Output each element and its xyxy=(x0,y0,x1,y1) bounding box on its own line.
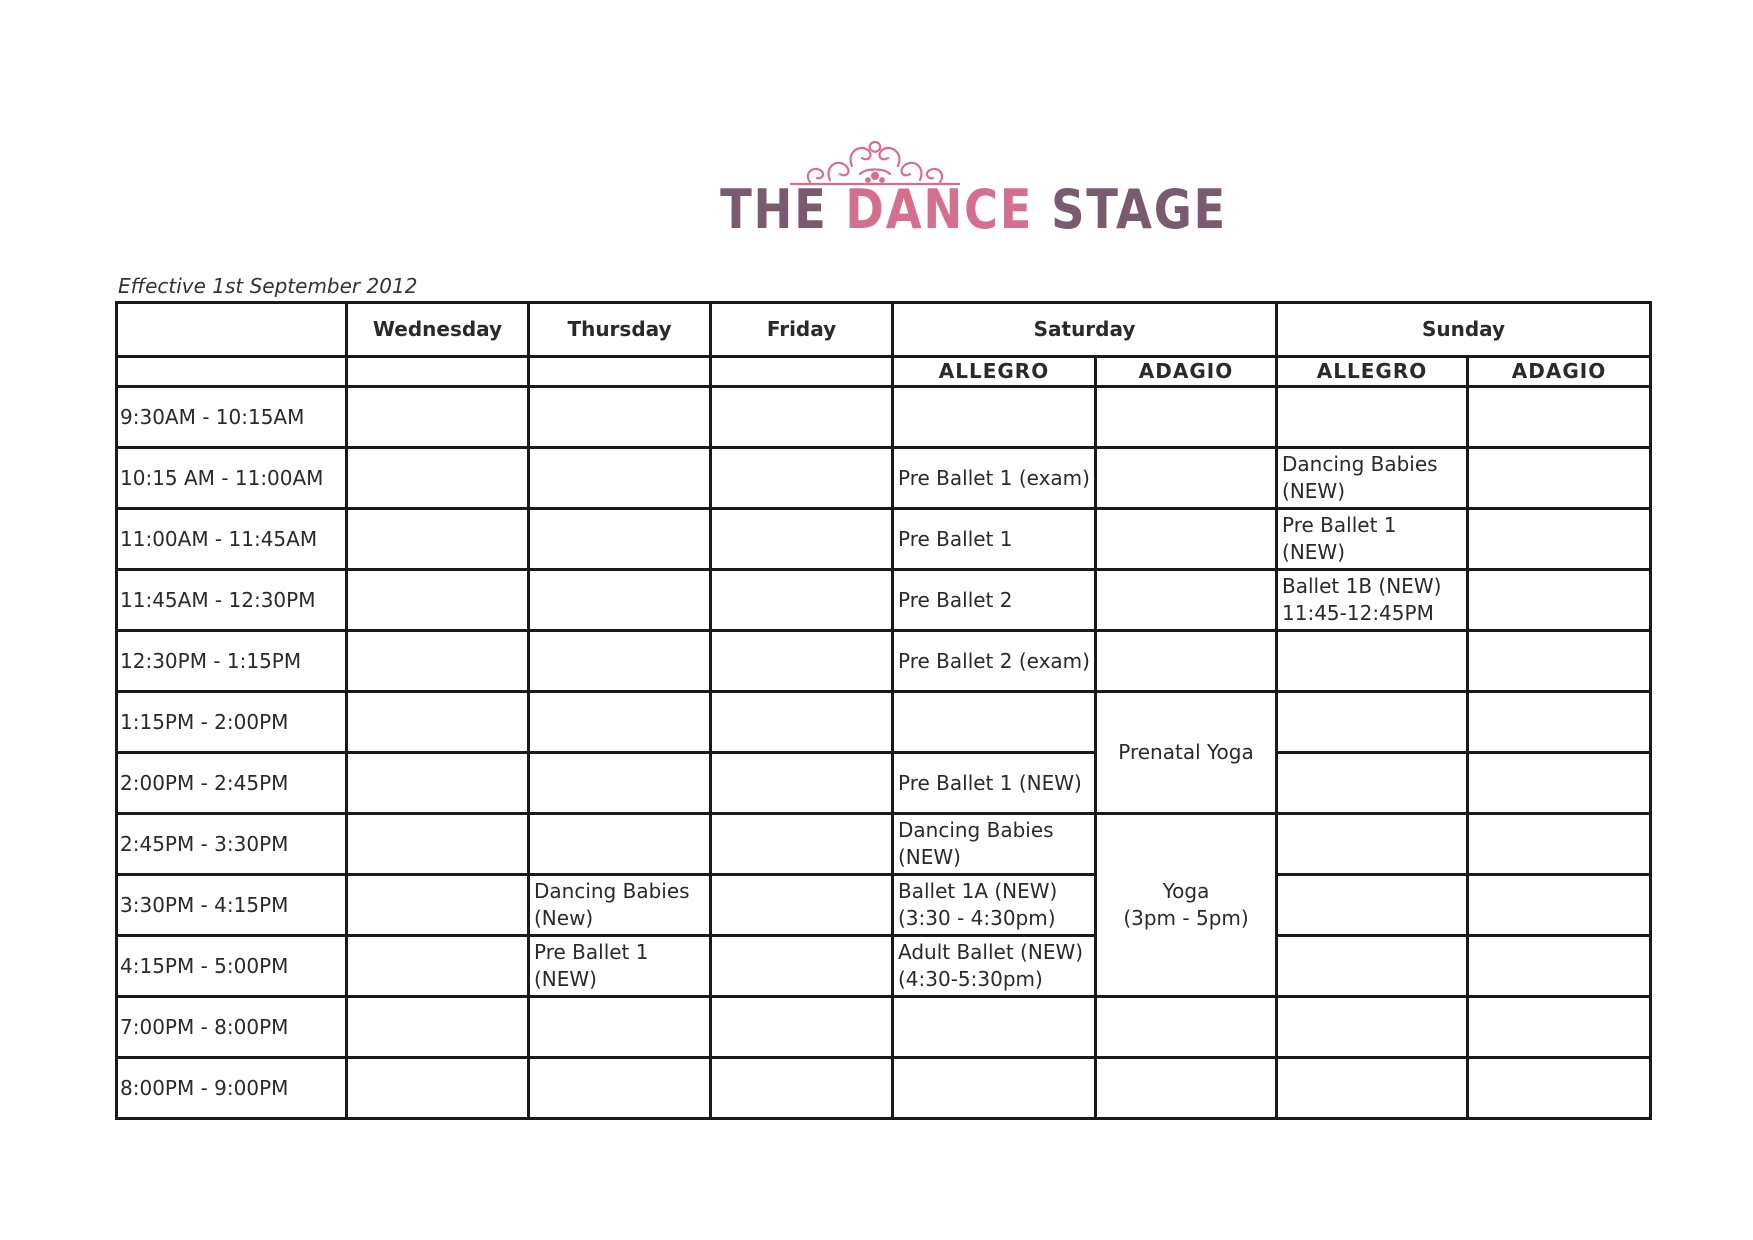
class-cell-wed xyxy=(347,997,529,1058)
class-cell-sat-allegro: Pre Ballet 1 xyxy=(893,509,1096,570)
class-cell-sun-allegro: Dancing Babies (NEW) xyxy=(1277,448,1468,509)
class-cell-sun-allegro xyxy=(1277,1058,1468,1119)
time-slot-label: 10:15 AM - 11:00AM xyxy=(117,448,347,509)
day-header-wednesday: Wednesday xyxy=(347,303,529,357)
time-slot-label: 8:00PM - 9:00PM xyxy=(117,1058,347,1119)
class-cell-sun-adagio xyxy=(1468,1058,1651,1119)
class-cell-wed xyxy=(347,814,529,875)
class-cell-sun-adagio xyxy=(1468,570,1651,631)
class-cell-sat-allegro xyxy=(893,1058,1096,1119)
time-slot-label: 2:45PM - 3:30PM xyxy=(117,814,347,875)
class-cell-sat-allegro: Adult Ballet (NEW) (4:30-5:30pm) xyxy=(893,936,1096,997)
time-slot-label: 9:30AM - 10:15AM xyxy=(117,387,347,448)
corner-cell xyxy=(117,303,347,357)
class-cell-sat-allegro xyxy=(893,997,1096,1058)
studio-header-row xyxy=(117,357,1651,387)
class-cell-fri xyxy=(711,997,893,1058)
class-cell-sun-adagio xyxy=(1468,387,1651,448)
class-cell-wed xyxy=(347,692,529,753)
class-cell-sat-adagio xyxy=(1096,1058,1277,1119)
class-cell-sat-adagio: Yoga (3pm - 5pm) xyxy=(1096,814,1277,997)
time-slot-label: 11:00AM - 11:45AM xyxy=(117,509,347,570)
class-cell-thu xyxy=(529,997,711,1058)
time-slot-row xyxy=(117,448,1651,509)
class-cell-thu xyxy=(529,570,711,631)
class-cell-sun-adagio xyxy=(1468,814,1651,875)
class-cell-wed xyxy=(347,387,529,448)
class-cell-thu xyxy=(529,387,711,448)
sub-empty-cell xyxy=(347,357,529,387)
time-slot-label: 12:30PM - 1:15PM xyxy=(117,631,347,692)
class-cell-sun-allegro: Ballet 1B (NEW) 11:45-12:45PM xyxy=(1277,570,1468,631)
class-cell-sun-adagio xyxy=(1468,448,1651,509)
class-cell-fri xyxy=(711,753,893,814)
class-cell-sat-adagio: Prenatal Yoga xyxy=(1096,692,1277,814)
time-slot-label: 3:30PM - 4:15PM xyxy=(117,875,347,936)
time-slot-label: 11:45AM - 12:30PM xyxy=(117,570,347,631)
time-slot-label: 4:15PM - 5:00PM xyxy=(117,936,347,997)
class-cell-thu xyxy=(529,631,711,692)
time-slot-row xyxy=(117,814,1651,875)
class-cell-thu xyxy=(529,692,711,753)
class-cell-sun-allegro xyxy=(1277,997,1468,1058)
class-cell-sat-allegro xyxy=(893,692,1096,753)
time-slot-row xyxy=(117,875,1651,936)
class-cell-sun-adagio xyxy=(1468,753,1651,814)
class-cell-sun-adagio xyxy=(1468,509,1651,570)
day-header-friday: Friday xyxy=(711,303,893,357)
class-cell-sat-adagio xyxy=(1096,570,1277,631)
time-slot-label: 2:00PM - 2:45PM xyxy=(117,753,347,814)
time-slot-row xyxy=(117,1058,1651,1119)
class-cell-sun-adagio xyxy=(1468,875,1651,936)
class-cell-fri xyxy=(711,448,893,509)
class-cell-fri xyxy=(711,509,893,570)
day-header-thursday: Thursday xyxy=(529,303,711,357)
class-cell-sat-allegro xyxy=(893,387,1096,448)
class-cell-fri xyxy=(711,875,893,936)
time-slot-row xyxy=(117,936,1651,997)
class-cell-sat-allegro: Pre Ballet 2 xyxy=(893,570,1096,631)
studio-header-sunday-allegro: ALLEGRO xyxy=(1277,357,1468,387)
logo-word-dance: DANCE xyxy=(845,178,1034,241)
studio-header-saturday-allegro: ALLEGRO xyxy=(893,357,1096,387)
sub-empty-cell xyxy=(711,357,893,387)
logo-word-the: THE xyxy=(720,178,828,241)
time-slot-row xyxy=(117,753,1651,814)
class-cell-sun-allegro xyxy=(1277,387,1468,448)
class-cell-thu xyxy=(529,814,711,875)
class-cell-sat-allegro: Dancing Babies (NEW) xyxy=(893,814,1096,875)
time-slot-label: 7:00PM - 8:00PM xyxy=(117,997,347,1058)
class-cell-fri xyxy=(711,1058,893,1119)
time-slot-row xyxy=(117,631,1651,692)
time-slot-row xyxy=(117,509,1651,570)
time-slot-row xyxy=(117,387,1651,448)
class-cell-fri xyxy=(711,631,893,692)
class-cell-sun-adagio xyxy=(1468,692,1651,753)
class-cell-wed xyxy=(347,875,529,936)
class-cell-fri xyxy=(711,570,893,631)
class-cell-wed xyxy=(347,753,529,814)
class-cell-sat-adagio xyxy=(1096,997,1277,1058)
schedule-body xyxy=(117,387,1651,1119)
effective-date: Effective 1st September 2012 xyxy=(118,274,418,298)
class-cell-thu: Dancing Babies (New) xyxy=(529,875,711,936)
class-cell-sat-allegro: Ballet 1A (NEW) (3:30 - 4:30pm) xyxy=(893,875,1096,936)
studio-header-sunday-adagio: ADAGIO xyxy=(1468,357,1651,387)
class-cell-fri xyxy=(711,814,893,875)
time-slot-row xyxy=(117,570,1651,631)
time-slot-label: 1:15PM - 2:00PM xyxy=(117,692,347,753)
sub-empty-cell xyxy=(117,357,347,387)
schedule-table xyxy=(115,301,1652,1120)
class-cell-sat-allegro: Pre Ballet 1 (exam) xyxy=(893,448,1096,509)
class-cell-sat-adagio xyxy=(1096,509,1277,570)
class-cell-sat-adagio xyxy=(1096,631,1277,692)
class-cell-thu: Pre Ballet 1 (NEW) xyxy=(529,936,711,997)
class-cell-sun-allegro xyxy=(1277,631,1468,692)
logo-wordmark xyxy=(720,178,1228,241)
class-cell-sun-adagio xyxy=(1468,936,1651,997)
class-cell-wed xyxy=(347,448,529,509)
class-cell-thu xyxy=(529,509,711,570)
class-cell-sun-allegro xyxy=(1277,936,1468,997)
class-cell-thu xyxy=(529,753,711,814)
class-cell-sat-adagio xyxy=(1096,448,1277,509)
class-cell-sun-allegro xyxy=(1277,692,1468,753)
class-cell-thu xyxy=(529,1058,711,1119)
class-cell-sat-allegro: Pre Ballet 2 (exam) xyxy=(893,631,1096,692)
class-cell-sat-adagio xyxy=(1096,387,1277,448)
day-header-saturday: Saturday xyxy=(893,303,1277,357)
sub-empty-cell xyxy=(529,357,711,387)
class-cell-sat-allegro: Pre Ballet 1 (NEW) xyxy=(893,753,1096,814)
class-cell-wed xyxy=(347,631,529,692)
class-cell-wed xyxy=(347,570,529,631)
class-cell-fri xyxy=(711,936,893,997)
class-cell-sun-adagio xyxy=(1468,631,1651,692)
class-cell-fri xyxy=(711,387,893,448)
class-cell-wed xyxy=(347,509,529,570)
time-slot-row xyxy=(117,692,1651,753)
logo xyxy=(690,136,1228,246)
class-cell-sun-allegro: Pre Ballet 1 (NEW) xyxy=(1277,509,1468,570)
class-cell-wed xyxy=(347,936,529,997)
time-slot-row xyxy=(117,997,1651,1058)
studio-header-saturday-adagio: ADAGIO xyxy=(1096,357,1277,387)
class-cell-sun-allegro xyxy=(1277,753,1468,814)
class-cell-wed xyxy=(347,1058,529,1119)
class-cell-sun-adagio xyxy=(1468,997,1651,1058)
logo-word-stage: STAGE xyxy=(1051,178,1228,241)
day-header-row xyxy=(117,303,1651,357)
class-cell-sun-allegro xyxy=(1277,814,1468,875)
day-header-sunday: Sunday xyxy=(1277,303,1651,357)
class-cell-fri xyxy=(711,692,893,753)
class-cell-thu xyxy=(529,448,711,509)
class-cell-sun-allegro xyxy=(1277,875,1468,936)
